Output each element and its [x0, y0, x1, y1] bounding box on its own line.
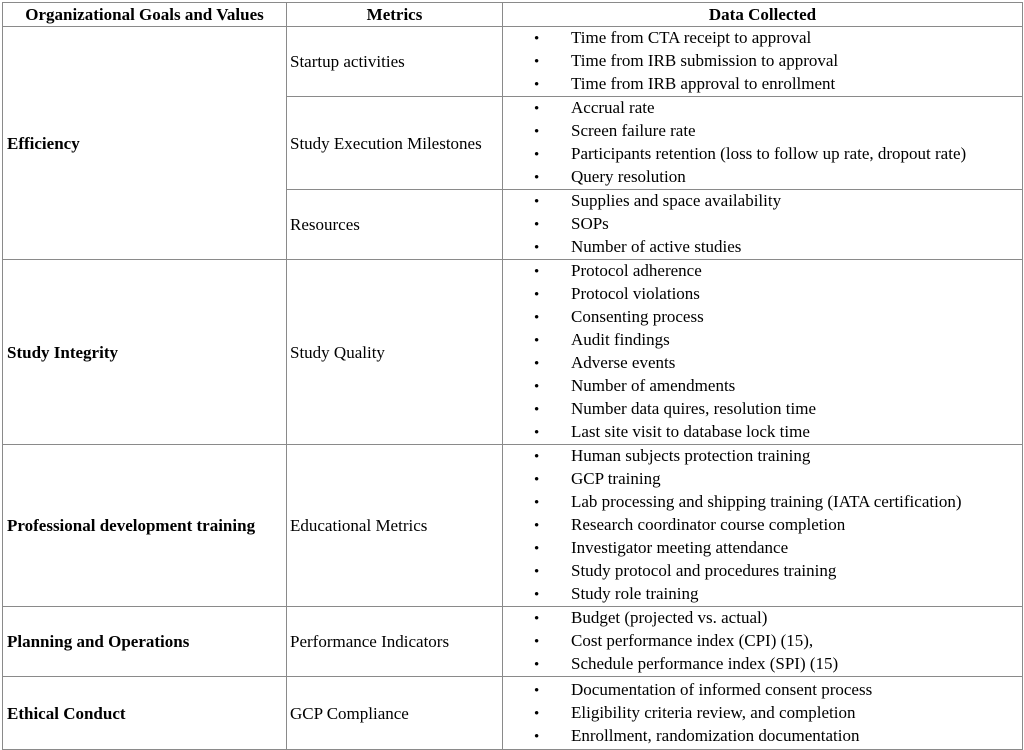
bullet-icon: • [534, 77, 540, 93]
bullet-item-text: Participants retention (loss to follow up rate, dropout rate) [571, 144, 967, 163]
table-row [3, 677, 1023, 750]
bullet-item [503, 306, 1022, 329]
bullet-item [503, 236, 1022, 259]
bullet-item-text: Human subjects protection training [571, 446, 811, 465]
metrics-table [2, 2, 1023, 750]
bullet-item [503, 375, 1022, 398]
bullet-icon: • [534, 240, 540, 256]
bullet-icon: • [534, 217, 540, 233]
bullet-icon: • [534, 495, 540, 511]
bullet-icon: • [534, 657, 540, 673]
bullet-icon: • [534, 587, 540, 603]
bullet-item-text: Lab processing and shipping training (IATA certification) [571, 492, 962, 511]
bullet-item [503, 725, 1022, 748]
bullet-icon: • [534, 356, 540, 372]
bullet-item [503, 514, 1022, 537]
bullet-item-text: Last site visit to database lock time [571, 422, 810, 441]
bullet-item [503, 120, 1022, 143]
bullet-item [503, 166, 1022, 189]
metric-cell: Educational Metrics [287, 445, 503, 607]
bullet-item [503, 607, 1022, 630]
bullet-icon: • [534, 264, 540, 280]
bullet-icon: • [534, 287, 540, 303]
bullet-icon: • [534, 425, 540, 441]
bullet-item-text: Study protocol and procedures training [571, 561, 837, 580]
bullet-item-text: Budget (projected vs. actual) [571, 608, 768, 627]
bullet-item-text: Time from IRB approval to enrollment [571, 74, 836, 93]
data-cell [503, 190, 1023, 260]
bullet-item [503, 630, 1022, 653]
bullet-item [503, 583, 1022, 606]
bullet-item-text: Consenting process [571, 307, 704, 326]
bullet-icon: • [534, 194, 540, 210]
bullet-item-text: Screen failure rate [571, 121, 696, 140]
bullet-item [503, 143, 1022, 166]
bullet-item [503, 97, 1022, 120]
bullet-item-text: Number of active studies [571, 237, 742, 256]
bullet-item [503, 398, 1022, 421]
goal-cell: Efficiency [3, 27, 287, 260]
data-cell [503, 97, 1023, 190]
bullet-item-text: Protocol adherence [571, 261, 702, 280]
table-body [3, 27, 1023, 750]
bullet-icon: • [534, 705, 540, 722]
bullet-icon: • [534, 54, 540, 70]
data-cell [503, 607, 1023, 677]
data-cell [503, 27, 1023, 97]
bullet-item [503, 27, 1022, 50]
bullet-item [503, 190, 1022, 213]
bullet-icon: • [534, 634, 540, 650]
bullet-item [503, 537, 1022, 560]
bullet-item-text: Research coordinator course completion [571, 515, 846, 534]
metric-cell: GCP Compliance [287, 677, 503, 750]
data-cell [503, 677, 1023, 750]
bullet-item-text: Time from IRB submission to approval [571, 51, 839, 70]
goal-cell: Ethical Conduct [3, 677, 287, 750]
bullet-item-text: Accrual rate [571, 98, 655, 117]
bullet-item [503, 352, 1022, 375]
bullet-icon: • [534, 472, 540, 488]
bullet-icon: • [534, 449, 540, 465]
metric-cell: Startup activities [287, 27, 503, 97]
bullet-icon: • [534, 31, 540, 47]
bullet-icon: • [534, 541, 540, 557]
metric-cell: Study Quality [287, 260, 503, 445]
bullet-icon: • [534, 564, 540, 580]
bullet-item-text: Enrollment, randomization documentation [571, 725, 860, 745]
bullet-icon: • [534, 379, 540, 395]
bullet-item-text: Eligibility criteria review, and completion [571, 702, 856, 722]
bullet-icon: • [534, 170, 540, 186]
col-header-metrics: Metrics [287, 3, 503, 27]
bullet-item [503, 560, 1022, 583]
bullet-item-text: Investigator meeting attendance [571, 538, 789, 557]
bullet-item-text: SOPs [571, 214, 609, 233]
bullet-item-text: Query resolution [571, 167, 686, 186]
bullet-item-text: Schedule performance index (SPI) (15) [571, 654, 839, 673]
bullet-item-text: Protocol violations [571, 284, 700, 303]
bullet-item-text: Supplies and space availability [571, 191, 782, 210]
bullet-item [503, 702, 1022, 725]
bullet-icon: • [534, 518, 540, 534]
bullet-item-text: Documentation of informed consent process [571, 679, 873, 699]
bullet-item [503, 260, 1022, 283]
bullet-item [503, 468, 1022, 491]
bullet-item [503, 329, 1022, 352]
bullet-item [503, 421, 1022, 444]
table-row [3, 607, 1023, 677]
goal-cell: Study Integrity [3, 260, 287, 445]
table-row [3, 260, 1023, 445]
goal-cell: Planning and Operations [3, 607, 287, 677]
col-header-data: Data Collected [503, 3, 1023, 27]
bullet-item [503, 653, 1022, 676]
bullet-item-text: Adverse events [571, 353, 676, 372]
bullet-item [503, 445, 1022, 468]
bullet-item-text: Audit findings [571, 330, 670, 349]
data-cell [503, 260, 1023, 445]
bullet-icon: • [534, 147, 540, 163]
metric-cell: Study Execution Milestones [287, 97, 503, 190]
bullet-icon: • [534, 402, 540, 418]
bullet-item-text: Time from CTA receipt to approval [571, 28, 812, 47]
bullet-item [503, 50, 1022, 73]
bullet-item-text: Study role training [571, 584, 699, 603]
data-cell [503, 445, 1023, 607]
bullet-item-text: GCP training [571, 469, 661, 488]
bullet-item-text: Cost performance index (CPI) (15), [571, 631, 814, 650]
bullet-item [503, 73, 1022, 96]
table-row [3, 445, 1023, 607]
bullet-item-text: Number of amendments [571, 376, 736, 395]
bullet-item-text: Number data quires, resolution time [571, 399, 817, 418]
bullet-icon: • [534, 310, 540, 326]
bullet-icon: • [534, 611, 540, 627]
bullet-icon: • [534, 682, 540, 699]
goal-cell: Professional development training [3, 445, 287, 607]
bullet-item [503, 283, 1022, 306]
bullet-icon: • [534, 728, 540, 745]
bullet-item [503, 491, 1022, 514]
bullet-item [503, 213, 1022, 236]
bullet-icon: • [534, 101, 540, 117]
metric-cell: Resources [287, 190, 503, 260]
header-row [3, 3, 1023, 27]
bullet-icon: • [534, 124, 540, 140]
bullet-item [503, 679, 1022, 702]
bullet-icon: • [534, 333, 540, 349]
metric-cell: Performance Indicators [287, 607, 503, 677]
table-row [3, 27, 1023, 97]
col-header-goals: Organizational Goals and Values [3, 3, 287, 27]
